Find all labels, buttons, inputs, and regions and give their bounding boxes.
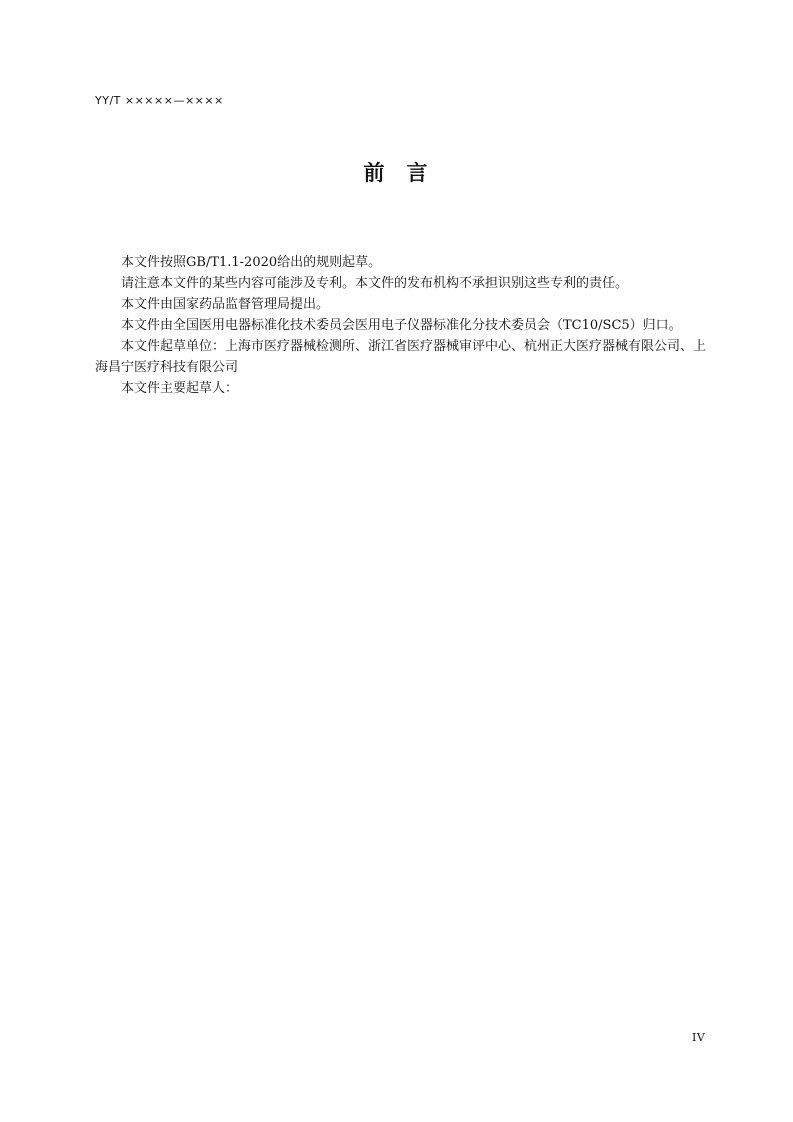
page-title bbox=[0, 158, 793, 188]
paragraph-patent-notice: 请注意本文件的某些内容可能涉及专利。本文件的发布机构不承担识别这些专利的责任。 bbox=[121, 276, 629, 291]
document-code: YY/T ×××××—×××× bbox=[95, 94, 224, 107]
paragraph-committee: 本文件由全国医用电器标准化技术委员会医用电子仪器标准化分技术委员会（TC10/SC5）归口。 bbox=[121, 318, 682, 333]
paragraph-proposer: 本文件由国家药品监督管理局提出。 bbox=[121, 297, 330, 312]
title-char-2: 言 bbox=[406, 161, 430, 185]
foreword-body bbox=[95, 252, 715, 399]
page-number: IV bbox=[692, 1031, 706, 1044]
paragraph-drafting-units: 本文件起草单位：上海市医疗器械检测所、浙江省医疗器械审评中心、杭州正大医疗器械有限公司、上海昌宁医疗科技有限公司 bbox=[95, 339, 707, 375]
paragraph-drafters: 本文件主要起草人： bbox=[121, 381, 239, 396]
title-char-1: 前 bbox=[363, 161, 387, 185]
paragraph-drafting-rules: 本文件按照GB/T1.1-2020给出的规则起草。 bbox=[121, 255, 382, 270]
